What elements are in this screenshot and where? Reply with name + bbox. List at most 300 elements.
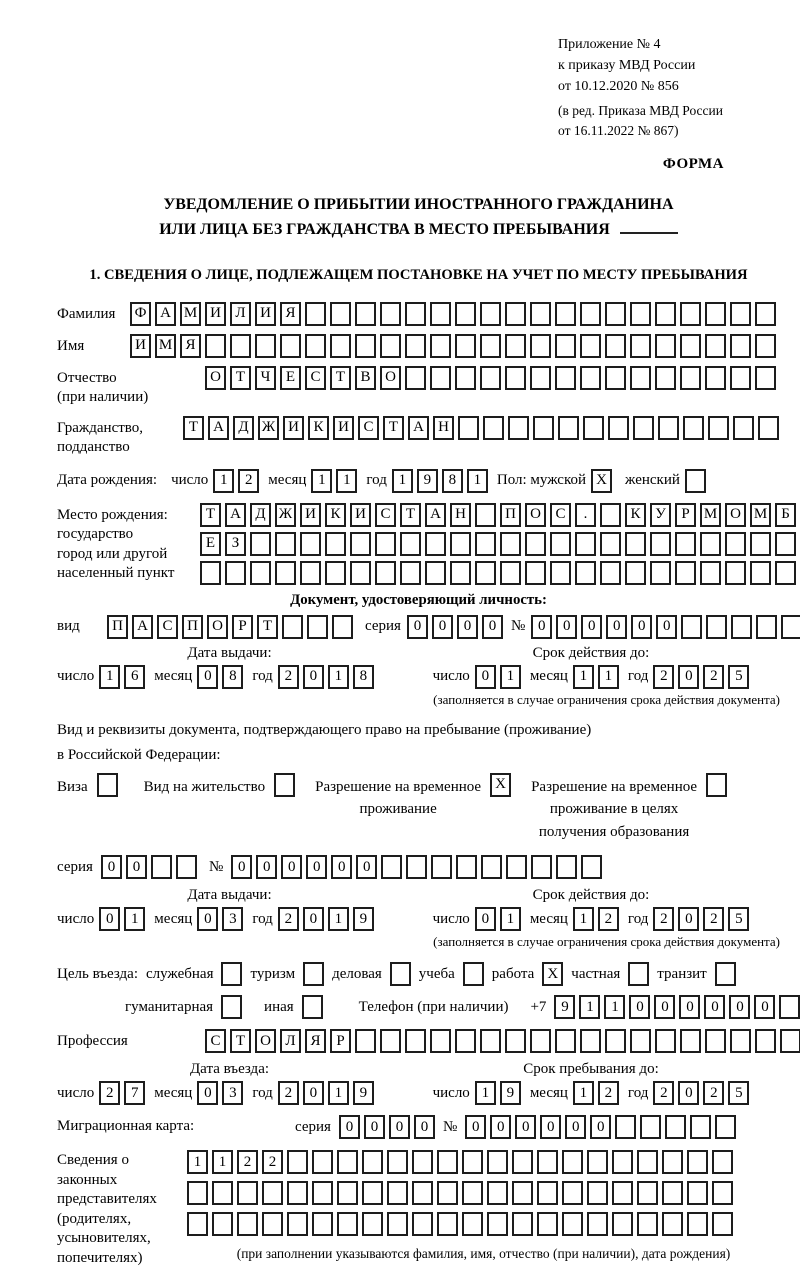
char-cell[interactable]: 1 xyxy=(124,907,145,931)
char-cell[interactable]: X xyxy=(591,469,612,493)
char-cell[interactable] xyxy=(680,334,701,358)
char-cell[interactable] xyxy=(312,1181,333,1205)
sex-male-checkbox[interactable] xyxy=(591,469,612,493)
char-cell[interactable]: 0 xyxy=(654,995,675,1019)
char-cell[interactable]: О xyxy=(725,503,746,527)
char-cell[interactable] xyxy=(683,416,704,440)
char-cell[interactable] xyxy=(605,302,626,326)
char-cell[interactable]: 1 xyxy=(99,665,120,689)
char-cell[interactable]: 2 xyxy=(278,907,299,931)
char-cell[interactable]: 0 xyxy=(356,855,377,879)
char-cell[interactable] xyxy=(312,1150,333,1174)
char-cell[interactable]: Д xyxy=(250,503,271,527)
char-cell[interactable]: 2 xyxy=(262,1150,283,1174)
char-cell[interactable] xyxy=(605,1029,626,1053)
char-cell[interactable]: 0 xyxy=(303,907,324,931)
char-cell[interactable] xyxy=(280,334,301,358)
char-cell[interactable] xyxy=(437,1181,458,1205)
identity-valid-month[interactable] xyxy=(573,665,619,689)
char-cell[interactable] xyxy=(558,416,579,440)
char-cell[interactable] xyxy=(387,1150,408,1174)
stay-until-month[interactable] xyxy=(573,1081,619,1105)
char-cell[interactable] xyxy=(205,334,226,358)
char-cell[interactable]: 9 xyxy=(353,907,374,931)
char-cell[interactable] xyxy=(680,302,701,326)
char-cell[interactable]: 1 xyxy=(328,1081,349,1105)
char-cell[interactable] xyxy=(537,1212,558,1236)
char-cell[interactable] xyxy=(700,532,721,556)
char-cell[interactable]: 6 xyxy=(124,665,145,689)
char-cell[interactable]: 1 xyxy=(573,1081,594,1105)
char-cell[interactable] xyxy=(680,1029,701,1053)
char-cell[interactable] xyxy=(587,1181,608,1205)
char-cell[interactable]: 0 xyxy=(303,1081,324,1105)
residence-permit-checkbox[interactable] xyxy=(274,773,295,797)
char-cell[interactable]: И xyxy=(283,416,304,440)
char-cell[interactable]: Т xyxy=(230,366,251,390)
sex-female-checkbox[interactable] xyxy=(685,469,706,493)
char-cell[interactable]: К xyxy=(625,503,646,527)
char-cell[interactable]: 0 xyxy=(565,1115,586,1139)
char-cell[interactable]: 1 xyxy=(392,469,413,493)
char-cell[interactable] xyxy=(437,1212,458,1236)
char-cell[interactable] xyxy=(600,561,621,585)
char-cell[interactable] xyxy=(530,1029,551,1053)
char-cell[interactable] xyxy=(505,302,526,326)
char-cell[interactable]: А xyxy=(208,416,229,440)
char-cell[interactable]: С xyxy=(550,503,571,527)
char-cell[interactable] xyxy=(690,1115,711,1139)
char-cell[interactable]: 0 xyxy=(629,995,650,1019)
char-cell[interactable] xyxy=(505,1029,526,1053)
char-cell[interactable] xyxy=(430,334,451,358)
char-cell[interactable]: 0 xyxy=(389,1115,410,1139)
char-cell[interactable]: 0 xyxy=(482,615,503,639)
char-cell[interactable]: А xyxy=(425,503,446,527)
char-cell[interactable] xyxy=(400,532,421,556)
char-cell[interactable] xyxy=(562,1150,583,1174)
char-cell[interactable] xyxy=(581,855,602,879)
char-cell[interactable] xyxy=(302,995,323,1019)
char-cell[interactable]: 2 xyxy=(703,907,724,931)
char-cell[interactable]: 2 xyxy=(278,1081,299,1105)
char-cell[interactable] xyxy=(505,334,526,358)
char-cell[interactable] xyxy=(725,532,746,556)
surname-cells[interactable] xyxy=(130,302,776,326)
profession-cells[interactable] xyxy=(205,1029,800,1053)
char-cell[interactable]: А xyxy=(225,503,246,527)
char-cell[interactable] xyxy=(350,532,371,556)
char-cell[interactable] xyxy=(730,366,751,390)
char-cell[interactable] xyxy=(706,773,727,797)
char-cell[interactable] xyxy=(187,1212,208,1236)
char-cell[interactable] xyxy=(412,1212,433,1236)
char-cell[interactable] xyxy=(665,1115,686,1139)
char-cell[interactable] xyxy=(480,366,501,390)
stay-doc-valid-day[interactable] xyxy=(475,907,521,931)
char-cell[interactable]: 2 xyxy=(238,469,259,493)
char-cell[interactable] xyxy=(712,1181,733,1205)
char-cell[interactable] xyxy=(556,855,577,879)
identity-valid-year[interactable] xyxy=(653,665,749,689)
birth-month-cells[interactable] xyxy=(311,469,357,493)
birth-year-cells[interactable] xyxy=(392,469,488,493)
char-cell[interactable] xyxy=(387,1212,408,1236)
char-cell[interactable]: М xyxy=(180,302,201,326)
birth-place-row2[interactable] xyxy=(200,532,796,556)
char-cell[interactable] xyxy=(475,503,496,527)
char-cell[interactable]: 0 xyxy=(256,855,277,879)
char-cell[interactable]: 1 xyxy=(212,1150,233,1174)
char-cell[interactable] xyxy=(250,532,271,556)
char-cell[interactable] xyxy=(405,1029,426,1053)
char-cell[interactable]: 8 xyxy=(222,665,243,689)
char-cell[interactable] xyxy=(630,302,651,326)
char-cell[interactable] xyxy=(600,503,621,527)
char-cell[interactable] xyxy=(630,366,651,390)
char-cell[interactable] xyxy=(537,1181,558,1205)
char-cell[interactable]: Т xyxy=(330,366,351,390)
char-cell[interactable]: Т xyxy=(383,416,404,440)
citizenship-cells[interactable] xyxy=(183,416,779,440)
char-cell[interactable]: 2 xyxy=(703,1081,724,1105)
char-cell[interactable] xyxy=(337,1212,358,1236)
char-cell[interactable]: 2 xyxy=(237,1150,258,1174)
char-cell[interactable] xyxy=(685,469,706,493)
char-cell[interactable] xyxy=(605,334,626,358)
birth-place-row1[interactable] xyxy=(200,503,796,527)
char-cell[interactable]: 0 xyxy=(556,615,577,639)
char-cell[interactable]: 0 xyxy=(339,1115,360,1139)
char-cell[interactable]: 0 xyxy=(331,855,352,879)
char-cell[interactable]: И xyxy=(130,334,151,358)
char-cell[interactable]: 0 xyxy=(457,615,478,639)
char-cell[interactable]: 9 xyxy=(353,1081,374,1105)
char-cell[interactable] xyxy=(733,416,754,440)
char-cell[interactable] xyxy=(412,1150,433,1174)
char-cell[interactable] xyxy=(530,366,551,390)
char-cell[interactable]: 1 xyxy=(336,469,357,493)
char-cell[interactable]: 0 xyxy=(475,907,496,931)
char-cell[interactable] xyxy=(455,334,476,358)
char-cell[interactable]: О xyxy=(255,1029,276,1053)
char-cell[interactable] xyxy=(387,1181,408,1205)
char-cell[interactable]: Т xyxy=(200,503,221,527)
purpose-study-checkbox[interactable] xyxy=(463,962,484,986)
char-cell[interactable]: 5 xyxy=(728,1081,749,1105)
char-cell[interactable] xyxy=(562,1181,583,1205)
char-cell[interactable]: Р xyxy=(675,503,696,527)
migration-series-cells[interactable] xyxy=(339,1115,435,1139)
char-cell[interactable]: 0 xyxy=(754,995,775,1019)
char-cell[interactable]: 0 xyxy=(306,855,327,879)
char-cell[interactable] xyxy=(687,1181,708,1205)
char-cell[interactable]: 0 xyxy=(729,995,750,1019)
char-cell[interactable]: Я xyxy=(305,1029,326,1053)
char-cell[interactable] xyxy=(221,962,242,986)
char-cell[interactable] xyxy=(715,962,736,986)
char-cell[interactable] xyxy=(487,1212,508,1236)
char-cell[interactable] xyxy=(580,1029,601,1053)
char-cell[interactable]: О xyxy=(525,503,546,527)
char-cell[interactable]: X xyxy=(542,962,563,986)
purpose-humanitarian-checkbox[interactable] xyxy=(221,995,242,1019)
char-cell[interactable]: 2 xyxy=(653,665,674,689)
identity-kind-cells[interactable] xyxy=(107,615,353,639)
char-cell[interactable] xyxy=(221,995,242,1019)
patronymic-cells[interactable] xyxy=(205,366,776,390)
char-cell[interactable] xyxy=(425,561,446,585)
visa-checkbox[interactable] xyxy=(97,773,118,797)
char-cell[interactable] xyxy=(508,416,529,440)
char-cell[interactable] xyxy=(380,334,401,358)
char-cell[interactable] xyxy=(575,532,596,556)
char-cell[interactable] xyxy=(755,334,776,358)
char-cell[interactable] xyxy=(712,1212,733,1236)
char-cell[interactable] xyxy=(462,1181,483,1205)
char-cell[interactable] xyxy=(330,334,351,358)
purpose-work-checkbox[interactable] xyxy=(542,962,563,986)
char-cell[interactable]: 1 xyxy=(475,1081,496,1105)
char-cell[interactable] xyxy=(756,615,777,639)
identity-issue-year[interactable] xyxy=(278,665,374,689)
char-cell[interactable] xyxy=(630,1029,651,1053)
char-cell[interactable]: 0 xyxy=(414,1115,435,1139)
char-cell[interactable]: 0 xyxy=(303,665,324,689)
char-cell[interactable] xyxy=(406,855,427,879)
char-cell[interactable]: 7 xyxy=(124,1081,145,1105)
char-cell[interactable]: 3 xyxy=(222,1081,243,1105)
char-cell[interactable] xyxy=(755,302,776,326)
char-cell[interactable] xyxy=(430,1029,451,1053)
char-cell[interactable]: Я xyxy=(180,334,201,358)
char-cell[interactable]: 1 xyxy=(467,469,488,493)
char-cell[interactable] xyxy=(237,1212,258,1236)
char-cell[interactable] xyxy=(237,1181,258,1205)
char-cell[interactable] xyxy=(458,416,479,440)
char-cell[interactable] xyxy=(725,561,746,585)
entry-year[interactable] xyxy=(278,1081,374,1105)
purpose-tourism-checkbox[interactable] xyxy=(303,962,324,986)
char-cell[interactable]: 8 xyxy=(353,665,374,689)
char-cell[interactable]: И xyxy=(333,416,354,440)
char-cell[interactable] xyxy=(151,855,172,879)
char-cell[interactable] xyxy=(312,1212,333,1236)
char-cell[interactable] xyxy=(662,1150,683,1174)
char-cell[interactable]: С xyxy=(157,615,178,639)
char-cell[interactable] xyxy=(533,416,554,440)
char-cell[interactable] xyxy=(637,1150,658,1174)
char-cell[interactable] xyxy=(355,302,376,326)
char-cell[interactable] xyxy=(380,1029,401,1053)
char-cell[interactable] xyxy=(212,1181,233,1205)
char-cell[interactable] xyxy=(755,366,776,390)
char-cell[interactable] xyxy=(500,532,521,556)
char-cell[interactable] xyxy=(430,366,451,390)
char-cell[interactable] xyxy=(681,615,702,639)
char-cell[interactable]: 1 xyxy=(500,907,521,931)
char-cell[interactable]: И xyxy=(205,302,226,326)
char-cell[interactable] xyxy=(362,1150,383,1174)
char-cell[interactable] xyxy=(287,1150,308,1174)
char-cell[interactable] xyxy=(462,1150,483,1174)
char-cell[interactable] xyxy=(715,1115,736,1139)
char-cell[interactable]: . xyxy=(575,503,596,527)
phone-cells[interactable] xyxy=(554,995,800,1019)
purpose-other-checkbox[interactable] xyxy=(302,995,323,1019)
char-cell[interactable] xyxy=(530,334,551,358)
char-cell[interactable] xyxy=(562,1212,583,1236)
purpose-transit-checkbox[interactable] xyxy=(715,962,736,986)
char-cell[interactable]: Е xyxy=(280,366,301,390)
char-cell[interactable]: 0 xyxy=(231,855,252,879)
char-cell[interactable]: О xyxy=(380,366,401,390)
char-cell[interactable]: X xyxy=(490,773,511,797)
char-cell[interactable] xyxy=(481,855,502,879)
char-cell[interactable] xyxy=(274,773,295,797)
char-cell[interactable]: В xyxy=(355,366,376,390)
char-cell[interactable] xyxy=(583,416,604,440)
char-cell[interactable] xyxy=(687,1150,708,1174)
char-cell[interactable] xyxy=(506,855,527,879)
char-cell[interactable] xyxy=(587,1150,608,1174)
char-cell[interactable] xyxy=(332,615,353,639)
char-cell[interactable]: Л xyxy=(280,1029,301,1053)
char-cell[interactable] xyxy=(730,1029,751,1053)
char-cell[interactable] xyxy=(555,366,576,390)
char-cell[interactable] xyxy=(525,561,546,585)
char-cell[interactable] xyxy=(450,532,471,556)
char-cell[interactable] xyxy=(612,1212,633,1236)
char-cell[interactable] xyxy=(675,532,696,556)
char-cell[interactable] xyxy=(187,1181,208,1205)
char-cell[interactable] xyxy=(675,561,696,585)
char-cell[interactable] xyxy=(612,1181,633,1205)
char-cell[interactable]: 9 xyxy=(500,1081,521,1105)
char-cell[interactable]: 2 xyxy=(598,907,619,931)
char-cell[interactable] xyxy=(730,302,751,326)
char-cell[interactable]: М xyxy=(155,334,176,358)
char-cell[interactable] xyxy=(605,366,626,390)
char-cell[interactable]: 0 xyxy=(581,615,602,639)
char-cell[interactable]: А xyxy=(408,416,429,440)
char-cell[interactable] xyxy=(455,366,476,390)
char-cell[interactable]: Н xyxy=(433,416,454,440)
char-cell[interactable] xyxy=(405,302,426,326)
char-cell[interactable] xyxy=(483,416,504,440)
char-cell[interactable] xyxy=(390,962,411,986)
char-cell[interactable] xyxy=(662,1212,683,1236)
char-cell[interactable]: 0 xyxy=(678,665,699,689)
stay-doc-valid-month[interactable] xyxy=(573,907,619,931)
char-cell[interactable] xyxy=(381,855,402,879)
char-cell[interactable] xyxy=(362,1181,383,1205)
char-cell[interactable] xyxy=(750,561,771,585)
identity-number-cells[interactable] xyxy=(531,615,800,639)
purpose-private-checkbox[interactable] xyxy=(628,962,649,986)
char-cell[interactable]: 0 xyxy=(407,615,428,639)
char-cell[interactable]: 1 xyxy=(579,995,600,1019)
char-cell[interactable]: П xyxy=(182,615,203,639)
char-cell[interactable] xyxy=(275,561,296,585)
char-cell[interactable]: И xyxy=(300,503,321,527)
char-cell[interactable] xyxy=(680,366,701,390)
char-cell[interactable]: Б xyxy=(775,503,796,527)
char-cell[interactable] xyxy=(512,1150,533,1174)
char-cell[interactable]: Ж xyxy=(258,416,279,440)
char-cell[interactable] xyxy=(250,561,271,585)
char-cell[interactable] xyxy=(780,1029,800,1053)
char-cell[interactable]: 2 xyxy=(99,1081,120,1105)
char-cell[interactable] xyxy=(275,532,296,556)
char-cell[interactable]: Л xyxy=(230,302,251,326)
stay-until-day[interactable] xyxy=(475,1081,521,1105)
temp-residence-checkbox[interactable] xyxy=(490,773,511,797)
stay-doc-issue-year[interactable] xyxy=(278,907,374,931)
char-cell[interactable]: 1 xyxy=(500,665,521,689)
char-cell[interactable] xyxy=(731,615,752,639)
char-cell[interactable] xyxy=(355,334,376,358)
char-cell[interactable]: 0 xyxy=(99,907,120,931)
identity-issue-month[interactable] xyxy=(197,665,243,689)
char-cell[interactable]: 2 xyxy=(653,1081,674,1105)
char-cell[interactable]: 2 xyxy=(653,907,674,931)
char-cell[interactable] xyxy=(307,615,328,639)
char-cell[interactable]: 1 xyxy=(187,1150,208,1174)
char-cell[interactable]: С xyxy=(358,416,379,440)
char-cell[interactable] xyxy=(712,1150,733,1174)
identity-issue-day[interactable] xyxy=(99,665,145,689)
char-cell[interactable]: Е xyxy=(200,532,221,556)
char-cell[interactable] xyxy=(375,532,396,556)
char-cell[interactable] xyxy=(425,532,446,556)
char-cell[interactable]: 2 xyxy=(703,665,724,689)
char-cell[interactable] xyxy=(456,855,477,879)
char-cell[interactable]: 0 xyxy=(490,1115,511,1139)
char-cell[interactable] xyxy=(512,1181,533,1205)
char-cell[interactable]: Т xyxy=(257,615,278,639)
char-cell[interactable] xyxy=(325,561,346,585)
char-cell[interactable]: П xyxy=(500,503,521,527)
char-cell[interactable] xyxy=(628,962,649,986)
char-cell[interactable] xyxy=(537,1150,558,1174)
char-cell[interactable] xyxy=(600,532,621,556)
char-cell[interactable]: 3 xyxy=(222,907,243,931)
char-cell[interactable] xyxy=(781,615,800,639)
char-cell[interactable] xyxy=(350,561,371,585)
char-cell[interactable] xyxy=(287,1181,308,1205)
char-cell[interactable]: Т xyxy=(183,416,204,440)
char-cell[interactable] xyxy=(300,561,321,585)
stay-doc-issue-month[interactable] xyxy=(197,907,243,931)
char-cell[interactable]: 5 xyxy=(728,665,749,689)
char-cell[interactable] xyxy=(530,302,551,326)
char-cell[interactable] xyxy=(700,561,721,585)
char-cell[interactable] xyxy=(430,302,451,326)
char-cell[interactable] xyxy=(487,1181,508,1205)
char-cell[interactable] xyxy=(462,1212,483,1236)
char-cell[interactable]: 0 xyxy=(590,1115,611,1139)
stay-doc-number-cells[interactable] xyxy=(231,855,602,879)
entry-day[interactable] xyxy=(99,1081,145,1105)
char-cell[interactable] xyxy=(97,773,118,797)
char-cell[interactable]: Р xyxy=(330,1029,351,1053)
char-cell[interactable]: К xyxy=(308,416,329,440)
char-cell[interactable]: 0 xyxy=(606,615,627,639)
char-cell[interactable] xyxy=(455,1029,476,1053)
char-cell[interactable]: 0 xyxy=(679,995,700,1019)
char-cell[interactable]: 2 xyxy=(278,665,299,689)
